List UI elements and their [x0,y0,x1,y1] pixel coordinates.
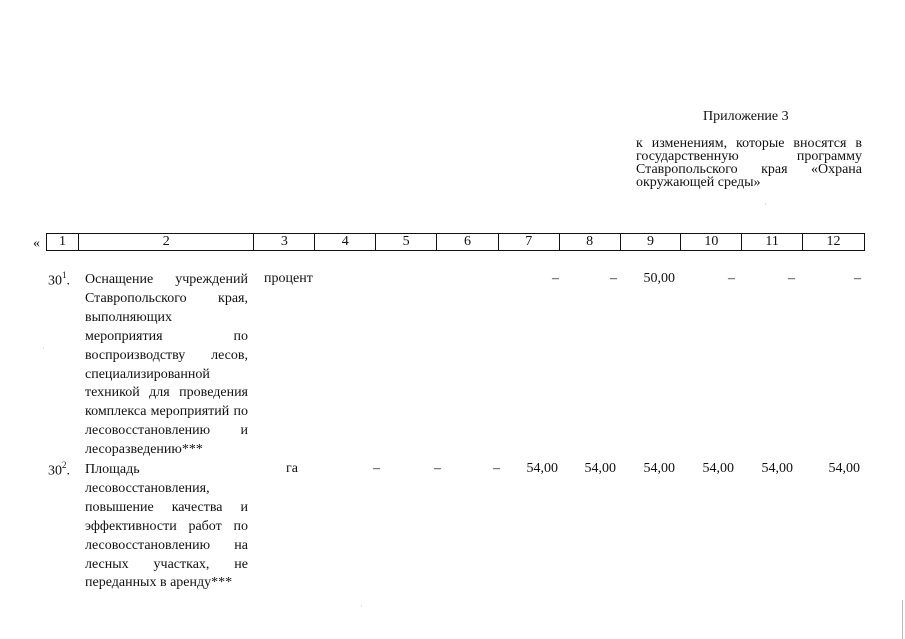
column-header-2: 2 [79,234,255,250]
cell-col-12: – [854,271,861,286]
cell-col-8: – [610,271,617,286]
cell-col-11: – [788,271,795,286]
appendix-subtitle: к изменениям, которые вносятся в государственную программу Ставропольского края «Охрана окружающей среды» [636,136,862,190]
cell-col-10: 54,00 [702,461,734,476]
cell-col-9: 54,00 [643,461,675,476]
row-indicator-name: Оснащение учреждений Ставропольского края, выполняющих мероприятия по воспроизводству лесов, специализированной техникой для проведения комплекса мероприятий по лесовосстановлению и лесоразведению*** [85,272,248,458]
column-header-12: 12 [826,234,841,249]
cell-col-11: 54,00 [761,461,793,476]
column-header-7: 7 [499,234,560,250]
column-header-5: 5 [376,234,437,250]
cell-col-6: – [493,461,500,476]
cell-col-9: 50,00 [643,271,675,286]
row-unit: процент [264,271,313,286]
row-indicator-name: Площадь лесовосстановления, повышение качества и эффективности работ по лесовосстановлению на лесных участках, не переданных в аренду*** [85,462,248,591]
column-header-1: 1 [47,234,79,250]
column-header-6: 6 [437,234,499,250]
column-header-8: 8 [560,234,621,250]
cell-col-5: – [434,461,441,476]
row-number: $30^2$. [48,460,70,479]
scan-speck: · [764,200,767,209]
column-header-11: 11 [742,234,803,250]
column-header-4: 4 [315,234,376,250]
scan-speck: · [360,602,363,611]
cell-col-7: – [552,271,559,286]
column-header-9: 9 [621,234,682,250]
cell-col-10: – [728,271,735,286]
row-unit: га [286,461,298,476]
appendix-title: Приложение 3 [703,109,789,124]
opening-quote-mark: « [33,236,40,251]
row-number: $30^1$. [48,270,70,289]
scan-edge-line [902,600,903,639]
cell-col-8: 54,00 [584,461,616,476]
cell-col-4: – [373,461,380,476]
cell-col-12: 54,00 [828,461,860,476]
table-header-row [46,233,865,251]
scan-speck: · [42,344,45,353]
cell-col-7: 54,00 [526,461,558,476]
column-header-10: 10 [681,234,742,250]
column-header-3: 3 [254,234,315,250]
